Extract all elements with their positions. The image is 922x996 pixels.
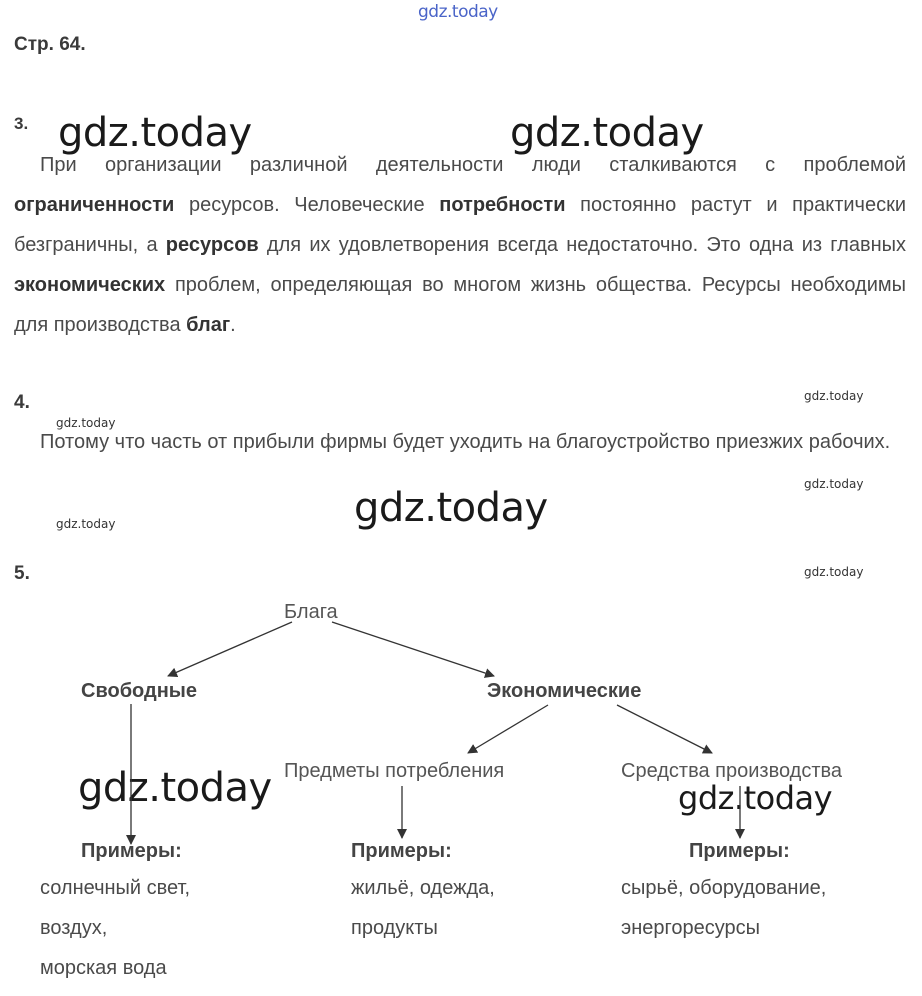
task-4-number: 4. bbox=[14, 392, 30, 413]
node-consumer-goods: Предметы потребления bbox=[284, 760, 505, 782]
watermark-small: gdz.today bbox=[804, 389, 864, 403]
bold-term: ресурсов bbox=[165, 234, 259, 256]
watermark-large: gdz.today bbox=[678, 779, 833, 817]
watermark-large: gdz.today bbox=[58, 110, 252, 156]
watermark-small: gdz.today bbox=[56, 517, 116, 531]
node-production-means: Средства производства bbox=[621, 760, 843, 782]
watermark-small: gdz.today bbox=[804, 565, 864, 579]
examples-label-free: Примеры: bbox=[81, 840, 182, 862]
watermark-small: gdz.today bbox=[56, 416, 116, 430]
task-3-text: При организации различной деятельности люди сталкиваются с проблемой ограниченности ресурсов. Человеческие потребности постоянно растут и практически безграничны, а ресурсов для их удовлетворения всегда недостаточно. Это одна из главных экономических проблем, определяющая во многом жизнь общества. Ресурсы необходимы для производства благ. bbox=[14, 154, 907, 336]
node-free-goods: Свободные bbox=[81, 680, 197, 702]
arrow-economic-to-consumer bbox=[468, 705, 548, 753]
page-label: Стр. 64. bbox=[14, 34, 86, 55]
bold-term: потребности bbox=[439, 194, 566, 216]
list-item: солнечный свет, bbox=[40, 877, 191, 899]
watermark-small: gdz.today bbox=[804, 477, 864, 491]
watermark-large: gdz.today bbox=[354, 485, 548, 531]
node-goods: Блага bbox=[284, 601, 338, 623]
task-3-number: 3. bbox=[14, 114, 29, 133]
watermark-top: gdz.today bbox=[418, 2, 498, 22]
task-5-number: 5. bbox=[14, 563, 30, 584]
arrow-economic-to-production bbox=[617, 705, 712, 753]
examples-label-production: Примеры: bbox=[689, 840, 790, 862]
bold-term: экономических bbox=[14, 274, 166, 296]
bold-term: благ bbox=[186, 314, 231, 336]
examples-label-consumer: Примеры: bbox=[351, 840, 452, 862]
watermark-large: gdz.today bbox=[78, 765, 272, 811]
bold-term: ограниченности bbox=[14, 194, 175, 216]
free-examples-list bbox=[40, 868, 190, 988]
list-item: морская вода bbox=[40, 957, 167, 979]
consumer-examples-list bbox=[351, 868, 495, 948]
arrow-root-to-economic bbox=[332, 622, 494, 676]
list-item: продукты bbox=[351, 917, 438, 939]
list-item: энергоресурсы bbox=[621, 917, 760, 939]
list-item: воздух, bbox=[40, 917, 108, 939]
production-examples-list bbox=[621, 868, 826, 948]
list-item: сырьё, оборудование, bbox=[621, 877, 827, 899]
node-economic-goods: Экономические bbox=[487, 680, 642, 702]
arrow-root-to-free bbox=[168, 622, 292, 676]
list-item: жильё, одежда, bbox=[351, 877, 495, 899]
watermark-large: gdz.today bbox=[510, 110, 704, 156]
task-4-text: Потому что часть от прибыли фирмы будет уходить на благоустройство приезжих рабочих. bbox=[40, 431, 891, 453]
